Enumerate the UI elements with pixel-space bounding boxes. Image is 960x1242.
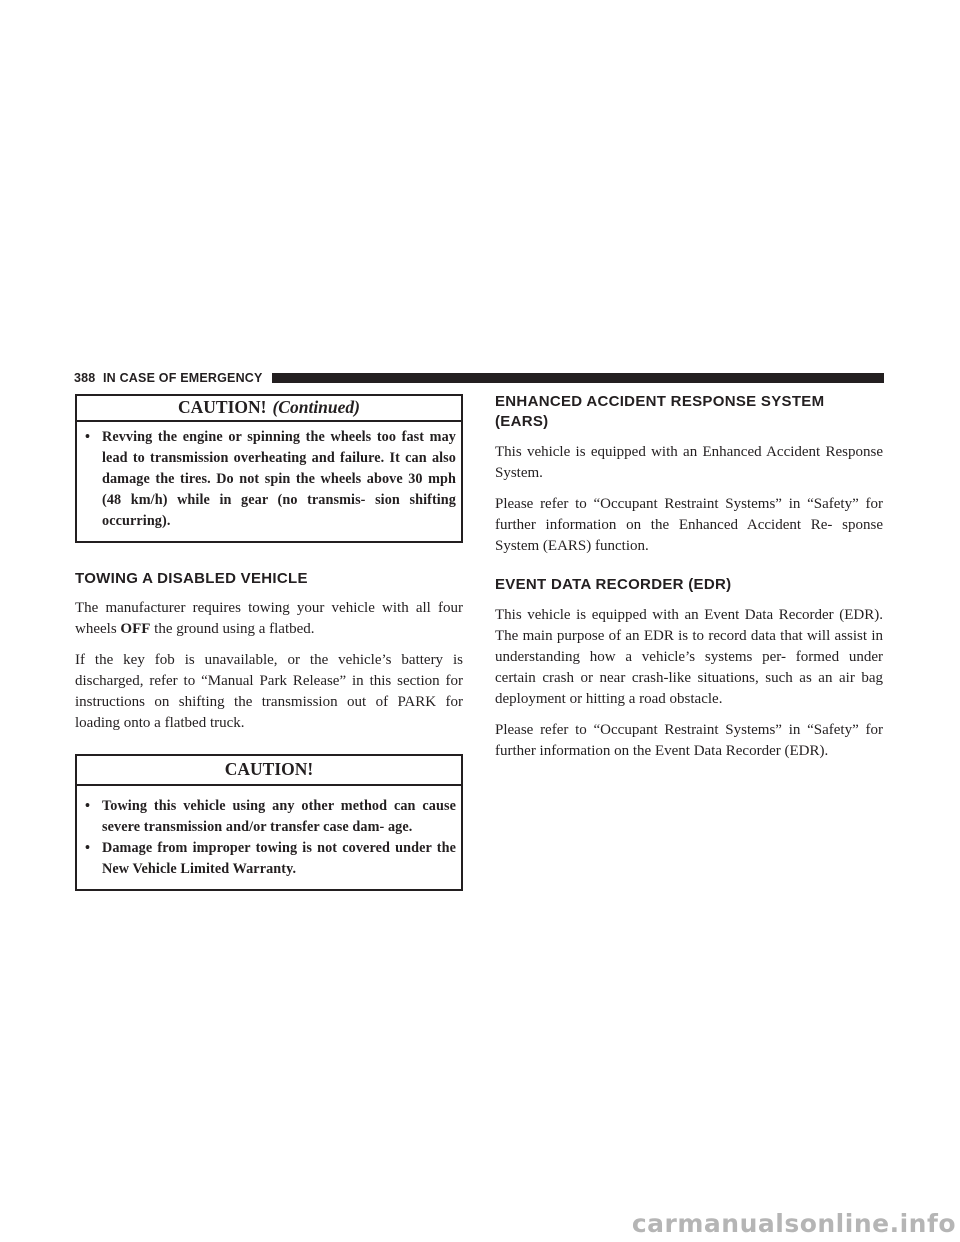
bullet-icon: • (85, 840, 91, 856)
caution-item-text: Damage from improper towing is not covered under the New Vehicle Limited Warranty. (102, 840, 456, 877)
caution-list (77, 786, 461, 889)
ears-paragraph-1: This vehicle is equipped with an Enhanced Accident Response System. (495, 444, 883, 481)
ears-heading-line1: ENHANCED ACCIDENT RESPONSE SYSTEM (495, 393, 825, 410)
left-column (75, 394, 463, 891)
right-column (495, 392, 883, 762)
page-number: 388 (74, 371, 96, 385)
edr-paragraph-2: Please refer to “Occupant Restraint Systems” in “Safety” for further information on the Event Data Recorder (EDR). (495, 722, 883, 759)
caution-label: CAUTION! (177, 397, 267, 417)
caution-item (82, 427, 456, 532)
ears-paragraph-2: Please refer to “Occupant Restraint Systems” in “Safety” for further information on the Enhanced Accident Re- sponse System (EARS) function. (495, 496, 883, 554)
bullet-icon: • (85, 429, 91, 445)
caution-title: CAUTION! (77, 756, 461, 786)
towing-heading: TOWING A DISABLED VEHICLE (75, 570, 308, 587)
watermark: carmanualsonline.info (631, 1209, 956, 1238)
edr-heading: EVENT DATA RECORDER (EDR) (495, 576, 732, 593)
towing-p1-text: The manufacturer requires towing your vehicle with all four wheels (75, 600, 463, 637)
towing-p1-text-end: the ground using a flatbed. (150, 621, 315, 637)
page-header (74, 370, 884, 386)
ears-heading (495, 392, 883, 432)
caution-item-text: Revving the engine or spinning the wheels too fast may lead to transmission overheating and failure. It can also damage the tires. Do not spin the wheels above 30 mph (48 km/h) while in gear (no transmis- sion shifting occurring). (102, 429, 456, 529)
towing-p1-bold: OFF (120, 621, 151, 637)
header-rule (272, 373, 884, 383)
ears-heading-line2: (EARS) (495, 413, 549, 430)
caution-box (75, 754, 463, 891)
caution-box-continued (75, 394, 463, 543)
caution-item (82, 838, 456, 880)
caution-item-text: Towing this vehicle using any other method can cause severe transmission and/or transfer case dam- age. (102, 798, 456, 835)
towing-paragraph-1 (75, 598, 463, 640)
caution-title (77, 396, 461, 422)
caution-continued-label: (Continued) (272, 397, 360, 417)
edr-paragraph-1: This vehicle is equipped with an Event Data Recorder (EDR). The main purpose of an EDR is to record data that will assist in understanding how a vehicle’s systems per- formed under certain crash or near crash-like situations, such as an air bag deployment or hitting a road obstacle. (495, 607, 883, 707)
bullet-icon: • (85, 798, 91, 814)
towing-paragraph-2: If the key fob is unavailable, or the vehicle’s battery is discharged, refer to “Manual Park Release” in this section for instructions on shifting the transmission out of PARK for loading onto a flatbed truck. (75, 652, 463, 731)
caution-item (82, 796, 456, 838)
section-title: IN CASE OF EMERGENCY (103, 371, 263, 385)
caution-list (77, 422, 461, 541)
